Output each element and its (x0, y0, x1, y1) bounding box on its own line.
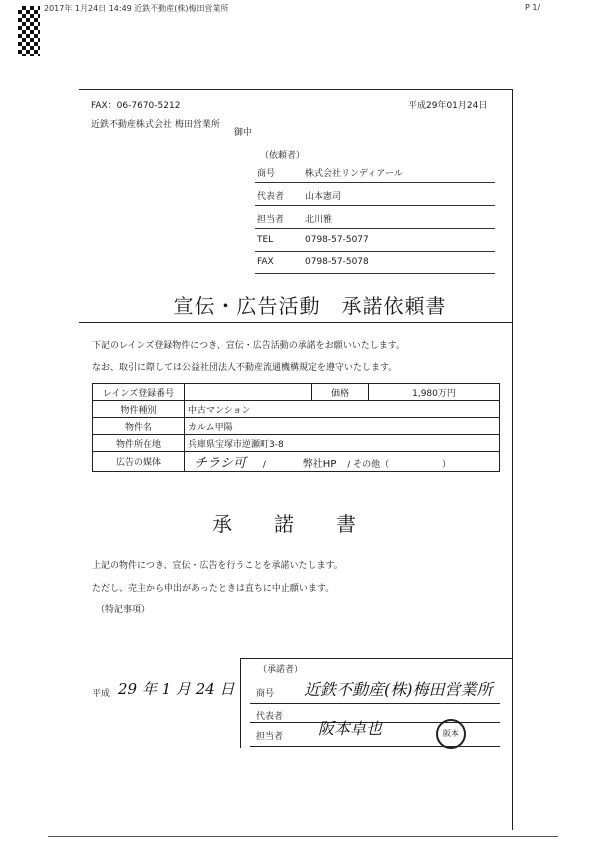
recipient-honorific: 御中 (234, 128, 253, 138)
staff-handwritten: 阪本卓也 (318, 719, 383, 738)
sender-label: 担当者 (257, 215, 285, 225)
address-value: 兵庫県宝塚市逆瀬町3-8 (185, 435, 500, 452)
staff-label: 担当者 (256, 732, 284, 742)
fax-page-number: P 1/ (525, 3, 541, 12)
document-title: 宣伝・広告活動 承諾依頼書 (173, 294, 447, 318)
name-label: 物件名 (93, 418, 185, 435)
media-other-close: ） (442, 460, 452, 470)
sender-label: FAX (257, 257, 274, 267)
media-slash: / (262, 460, 266, 470)
sender-value: 株式会社リンディアール (305, 169, 403, 179)
name-value: カルム甲陽 (185, 418, 500, 435)
sender-row-staff (255, 208, 495, 229)
approver-box-edge (240, 658, 241, 748)
approval-date-era: 平成 (92, 689, 111, 699)
approval-date-handwritten: 29 年 1 月 24 日 (118, 680, 235, 698)
sender-value: 0798-57-5078 (305, 257, 369, 267)
fax-marker-pattern (18, 6, 40, 56)
recipient-name: 近鉄不動産株式会社 梅田営業所 (91, 120, 220, 130)
sender-row-representative (255, 185, 495, 206)
special-conditions: （特記事項） (96, 605, 151, 615)
media-handwritten: チラシ可 (194, 456, 247, 471)
approver-box-top (240, 658, 512, 659)
type-label: 物件種別 (93, 401, 185, 418)
sender-label: 商号 (257, 169, 276, 179)
sender-row-fax (255, 253, 495, 274)
letter-date: 平成29年01月24日 (408, 101, 488, 111)
approval-line-2: ただし、売主から申出があったときは直ちに中止願います。 (92, 584, 335, 594)
price-value: 1,980万円 (369, 384, 500, 401)
request-line-2: なお、取引に際しては公益社団法人不動産流通機構規定を遵守いたします。 (92, 363, 398, 373)
sender-value: 山本憲司 (305, 192, 342, 202)
company-label: 商号 (256, 689, 275, 699)
company-underline (250, 703, 500, 704)
sender-caption: （依頼者） (260, 151, 306, 161)
sender-label: TEL (257, 235, 274, 245)
fax-to: FAX：06-7670-5212 (91, 101, 181, 111)
reins-label: レインズ登録番号 (93, 384, 185, 401)
request-line-1: 下記のレインズ登録物件につき、宣伝・広告活動の承諾をお願いいたします。 (92, 341, 406, 351)
property-table (92, 383, 500, 472)
approval-line-1: 上記の物件につき、宣伝・広告を行うことを承諾いたします。 (92, 561, 343, 571)
sender-row-tel (255, 231, 495, 252)
reins-value (185, 384, 312, 401)
sender-label: 代表者 (257, 192, 285, 202)
media-label: 広告の媒体 (93, 452, 185, 472)
media-other: / その他（ (347, 460, 390, 470)
staff-underline (250, 746, 500, 747)
sender-value: 北川雅 (305, 215, 333, 225)
sender-row-company (255, 162, 495, 183)
seal-stamp: 阪本 (436, 719, 466, 749)
company-handwritten: 近鉄不動産(株)梅田営業所 (304, 680, 493, 699)
address-label: 物件所在地 (93, 435, 185, 452)
approval-title: 承諾書 (212, 512, 398, 536)
media-hp: 弊社HP (302, 459, 337, 470)
price-label: 価格 (312, 384, 369, 401)
fax-header-line: 2017年 1月24日 14:49 近鉄不動産(株)梅田営業所 (44, 4, 229, 13)
approver-caption: （承諾者） (258, 665, 304, 675)
divider (79, 322, 512, 323)
rep-label: 代表者 (256, 712, 284, 722)
media-options (185, 452, 500, 472)
type-value: 中古マンション (185, 401, 500, 418)
sender-value: 0798-57-5077 (305, 235, 369, 245)
page-bottom-rule (48, 836, 558, 837)
